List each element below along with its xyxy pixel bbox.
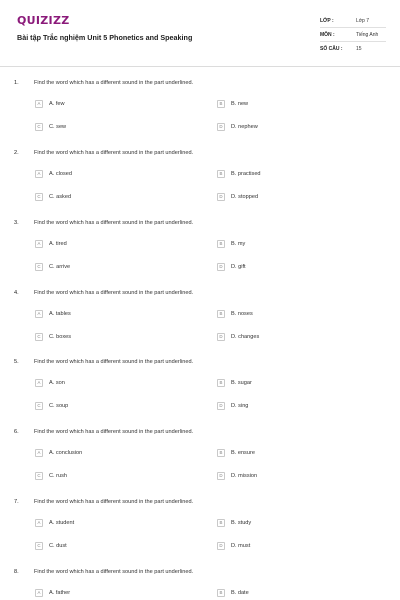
option-text: C. asked	[49, 193, 72, 200]
option-letter-box: B	[217, 170, 225, 178]
option-text: B. my	[231, 240, 246, 247]
option-text: A. few	[49, 100, 65, 107]
answer-option[interactable]	[217, 192, 258, 201]
question-text: Find the word which has a different sound in the part underlined.	[34, 220, 194, 226]
option-letter-box: D	[217, 472, 225, 480]
header-divider	[0, 66, 400, 67]
answer-option[interactable]	[35, 192, 71, 201]
option-text: D. changes	[231, 333, 260, 340]
question-number: 8.	[14, 569, 19, 575]
option-letter-box: D	[217, 333, 225, 341]
answer-option[interactable]	[35, 332, 71, 341]
question-number: 5.	[14, 359, 19, 365]
option-letter-box: C	[35, 263, 43, 271]
answer-option[interactable]	[35, 541, 67, 550]
answer-option[interactable]	[35, 99, 65, 108]
question-text: Find the word which has a different sound in the part underlined.	[34, 290, 194, 296]
option-letter-box: C	[35, 123, 43, 131]
answer-option[interactable]	[217, 262, 246, 271]
option-letter-box: A	[35, 170, 43, 178]
question-text: Find the word which has a different sound in the part underlined.	[34, 499, 194, 505]
option-letter-box: B	[217, 100, 225, 108]
option-text: B. noses	[231, 310, 253, 317]
option-text: D. stopped	[231, 193, 259, 200]
answer-option[interactable]	[217, 588, 249, 597]
option-text: C. arrive	[49, 263, 71, 270]
option-letter-box: B	[217, 379, 225, 387]
option-text: A. son	[49, 379, 65, 386]
option-text: A. tired	[49, 240, 67, 247]
option-text: A. closed	[49, 170, 73, 177]
meta-row-class	[320, 14, 386, 28]
worksheet-meta	[320, 14, 386, 56]
question-text: Find the word which has a different sound in the part underlined.	[34, 429, 194, 435]
option-text: B. new	[231, 100, 249, 107]
option-letter-box: D	[217, 542, 225, 550]
option-text: C. boxes	[49, 333, 72, 340]
option-text: A. conclusion	[49, 449, 83, 456]
question-number: 1.	[14, 80, 19, 86]
answer-option[interactable]	[217, 401, 248, 410]
meta-row-subject	[320, 28, 386, 42]
question-text: Find the word which has a different sound in the part underlined.	[34, 359, 194, 365]
option-text: D. sing	[231, 402, 249, 409]
option-letter-box: D	[217, 263, 225, 271]
meta-row-question-count	[320, 42, 386, 56]
option-letter-box: C	[35, 402, 43, 410]
option-text: C. soup	[49, 402, 69, 409]
meta-value: Tiếng Anh	[356, 31, 379, 38]
option-text: A. student	[49, 519, 75, 526]
question-text: Find the word which has a different sound in the part underlined.	[34, 80, 194, 86]
answer-option[interactable]	[217, 169, 261, 178]
meta-label: SỐ CÂU :	[320, 46, 343, 52]
option-text: A. father	[49, 589, 71, 596]
question-number: 3.	[14, 220, 19, 226]
option-letter-box: A	[35, 449, 43, 457]
question-text: Find the word which has a different sound in the part underlined.	[34, 569, 194, 575]
option-letter-box: B	[217, 589, 225, 597]
quizizz-logo: QUIZIZZ	[17, 14, 70, 27]
option-letter-box: B	[217, 519, 225, 527]
answer-option[interactable]	[35, 518, 74, 527]
answer-option[interactable]	[35, 239, 67, 248]
option-text: C. dust	[49, 542, 67, 549]
option-letter-box: A	[35, 519, 43, 527]
option-letter-box: C	[35, 193, 43, 201]
answer-option[interactable]	[217, 332, 259, 341]
option-letter-box: C	[35, 472, 43, 480]
option-letter-box: C	[35, 333, 43, 341]
option-letter-box: A	[35, 310, 43, 318]
answer-option[interactable]	[35, 471, 67, 480]
option-letter-box: B	[217, 449, 225, 457]
option-text: C. rush	[49, 472, 68, 479]
meta-label: LỚP :	[320, 17, 334, 24]
meta-value: 15	[356, 46, 362, 52]
option-text: B. date	[231, 589, 249, 596]
option-letter-box: A	[35, 589, 43, 597]
answer-option[interactable]	[35, 448, 82, 457]
question-number: 4.	[14, 290, 19, 296]
question-number: 2.	[14, 150, 19, 156]
answer-option[interactable]	[35, 169, 72, 178]
answer-option[interactable]	[35, 378, 65, 387]
option-letter-box: B	[217, 240, 225, 248]
answer-option[interactable]	[217, 471, 257, 480]
option-text: B. ensure	[231, 449, 255, 456]
answer-option[interactable]	[217, 518, 251, 527]
option-letter-box: D	[217, 193, 225, 201]
answer-option[interactable]	[35, 262, 70, 271]
answer-option[interactable]	[217, 448, 255, 457]
meta-label: MÔN :	[320, 31, 335, 38]
option-letter-box: A	[35, 240, 43, 248]
answer-option[interactable]	[35, 122, 66, 131]
option-text: D. nephew	[231, 123, 258, 130]
answer-option[interactable]	[217, 541, 250, 550]
meta-value: Lớp 7	[356, 17, 370, 24]
option-text: D. mission	[231, 472, 258, 479]
option-letter-box: A	[35, 100, 43, 108]
answer-option[interactable]	[35, 309, 71, 318]
option-text: C. sew	[49, 123, 67, 130]
option-letter-box: C	[35, 542, 43, 550]
answer-option[interactable]	[217, 122, 258, 131]
answer-option[interactable]	[35, 401, 68, 410]
option-text: B. sugar	[231, 379, 252, 386]
option-letter-box: D	[217, 402, 225, 410]
answer-option[interactable]	[217, 378, 252, 387]
answer-option[interactable]	[217, 309, 253, 318]
option-letter-box: A	[35, 379, 43, 387]
option-text: D. gift	[231, 263, 246, 270]
answer-option[interactable]	[217, 239, 245, 248]
question-number: 7.	[14, 499, 19, 505]
option-text: A. tables	[49, 310, 71, 317]
worksheet-title: Bài tập Trắc nghiệm Unit 5 Phonetics and Speaking	[17, 33, 193, 42]
option-text: B. study	[231, 519, 252, 526]
option-text: B. practised	[231, 170, 261, 177]
answer-option[interactable]	[35, 588, 70, 597]
question-number: 6.	[14, 429, 19, 435]
option-text: D. must	[231, 542, 251, 549]
option-letter-box: B	[217, 310, 225, 318]
answer-option[interactable]	[217, 99, 248, 108]
question-text: Find the word which has a different sound in the part underlined.	[34, 150, 194, 156]
option-letter-box: D	[217, 123, 225, 131]
